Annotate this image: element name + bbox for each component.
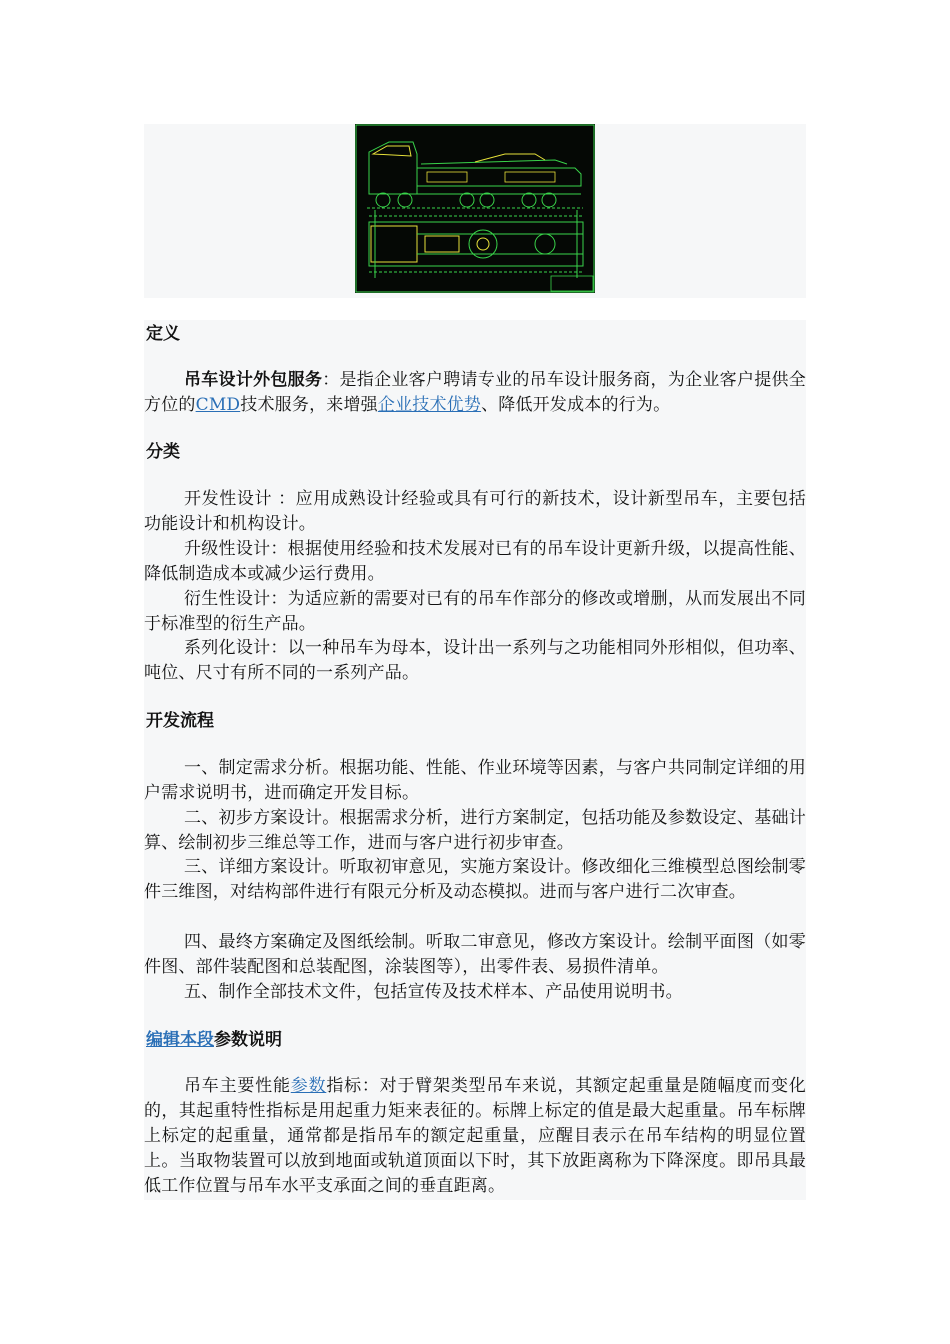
classification-item: 衍生性设计：为适应新的需要对已有的吊车作部分的修改或增删，从而发展出不同于标准型的衍生产品。 — [144, 589, 806, 634]
edit-section-link[interactable]: 编辑本段 — [146, 1030, 214, 1050]
classification-item: 系列化设计：以一种吊车为母本，设计出一系列与之功能相同外形相似，但功率、吨位、尺寸有所不同的一系列产品。 — [144, 638, 806, 683]
process-step: 五、制作全部技术文件，包括宣传及技术样本、产品使用说明书。 — [184, 982, 683, 1002]
parameter-link[interactable]: 参数 — [290, 1076, 327, 1096]
crane-cad-drawing — [355, 124, 595, 293]
parameters-text-1: 吊车主要性能 — [184, 1076, 291, 1096]
parameters-title: 参数说明 — [214, 1030, 282, 1050]
article-content — [144, 320, 806, 1200]
definition-text-2: 技术服务，来增强 — [240, 395, 378, 415]
cad-drawing-svg — [355, 124, 595, 293]
parameters-text-2: 指标：对于臂架类型吊车来说，其额定起重量是随幅度而变化的，其起重特性指标是用起重力矩来表征的。标牌上标定的值是最大起重量。吊车标牌上标定的起重量，通常都是指吊车的额定起重量，应醒目表示在吊车结构的明显位置上。当取物装置可以放到地面或轨道顶面以下时，其下放距离称为下降深度。即吊具最低工作位置与吊车水平支承面之间的垂直距离。 — [144, 1076, 806, 1196]
classification-item: 升级性设计：根据使用经验和技术发展对已有的吊车设计更新升级，以提高性能、降低制造成本或减少运行费用。 — [144, 539, 806, 584]
classification-item: 开发性设计 ：应用成熟设计经验或具有可行的新技术，设计新型吊车，主要包括功能设计和机构设计。 — [144, 489, 806, 534]
definition-text-1: ：是指企业客户聘请专业的吊车设计服务商，为企业客户提供全方位的 — [144, 370, 806, 415]
definition-term: 吊车设计外包服务 — [184, 370, 323, 390]
section-title-definition: 定义 — [146, 324, 180, 344]
process-step: 二、初步方案设计。根据需求分析，进行方案制定，包括功能及参数设定、基础计算、绘制初步三维总等工作，进而与客户进行初步审查。 — [144, 808, 806, 853]
definition-paragraph — [144, 368, 806, 418]
parameters-paragraph — [144, 1074, 806, 1199]
definition-text-3: 、降低开发成本的行为。 — [481, 395, 671, 415]
section-title-parameters — [146, 1028, 282, 1053]
cmd-link[interactable]: CMD — [195, 395, 241, 415]
tech-advantage-link[interactable]: 企业技术优势 — [377, 395, 482, 415]
figure-band — [144, 124, 806, 298]
section-title-process: 开发流程 — [146, 711, 214, 731]
process-step: 三、详细方案设计。听取初审意见，实施方案设计。修改细化三维模型总图绘制零件三维图，对结构部件进行有限元分析及动态模拟。进而与客户进行二次审查。 — [144, 857, 806, 902]
process-step: 一、制定需求分析。根据功能、性能、作业环境等因素，与客户共同制定详细的用户需求说明书，进而确定开发目标。 — [144, 758, 806, 803]
section-title-classification: 分类 — [146, 442, 180, 462]
process-step: 四、最终方案确定及图纸绘制。听取二审意见，修改方案设计。绘制平面图（如零件图、部件装配图和总装配图，涂装图等），出零件表、易损件清单。 — [144, 932, 806, 977]
